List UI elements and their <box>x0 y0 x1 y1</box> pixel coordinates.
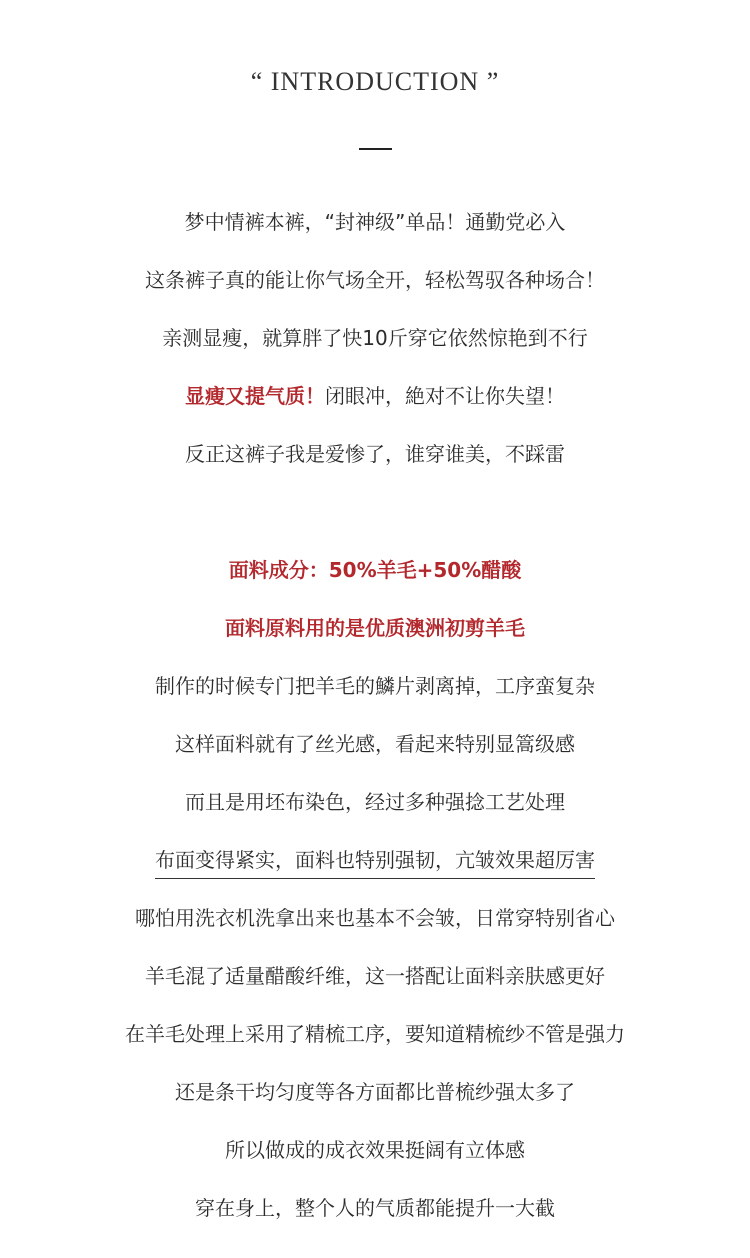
fabric-line-1: 制作的时候专门把羊毛的鱗片剥离掉，工序蛮复杂 <box>155 674 595 698</box>
intro-line-4-text: 闭眼冲，絶对不让你失望！ <box>325 384 565 408</box>
intro-line-4 <box>0 381 750 411</box>
fabric-line-6: 羊毛混了适量醋酸纤维，这一搭配让面料亲肤感更好 <box>145 964 605 988</box>
section-heading: “ INTRODUCTION ” <box>250 67 500 96</box>
intro-line-1: 梦中情裤本裤，“封神级”单品！通勤党必入 <box>184 210 566 234</box>
intro-highlight: 显瘦又提气质！ <box>185 384 325 408</box>
fabric-line-2: 这样面料就有了丝光感，看起来特别显篙级感 <box>175 732 575 756</box>
fabric-source-title: 面料原料用的是优质澳洲初剪羊毛 <box>225 616 525 640</box>
fabric-line-9: 所以做成的成衣效果挺阔有立体感 <box>225 1138 525 1162</box>
fabric-line-10: 穿在身上，整个人的气质都能提升一大截 <box>195 1196 555 1220</box>
intro-line-2: 这条裤子真的能让你气场全开，轻松驾驭各种场合！ <box>145 268 605 292</box>
fabric-line-5: 哪怕用洗衣机洗拿出来也基本不会皱，日常穿特别省心 <box>135 906 615 930</box>
fabric-line-7: 在羊毛处理上采用了精梳工序，要知道精梳纱不管是强力 <box>125 1022 625 1046</box>
intro-line-3: 亲测显瘦，就算胖了快10斤穿它依然惊艳到不行 <box>162 326 588 350</box>
heading-divider <box>359 148 392 150</box>
fabric-line-4 <box>0 845 750 879</box>
intro-line-5: 反正这裤子我是爱惨了，谁穿谁美，不踩雷 <box>185 442 565 466</box>
fabric-line-3: 而且是用坯布染色，经过多种强捻工艺处理 <box>185 790 565 814</box>
fabric-composition-title: 面料成分：50%羊毛+50%醋酸 <box>228 558 522 582</box>
fabric-line-4-text: 布面变得紧实，面料也特别强韧，亢皱效果超厉害 <box>155 846 595 879</box>
fabric-line-8: 还是条干均匀度等各方面都比普梳纱强太多了 <box>175 1080 575 1104</box>
